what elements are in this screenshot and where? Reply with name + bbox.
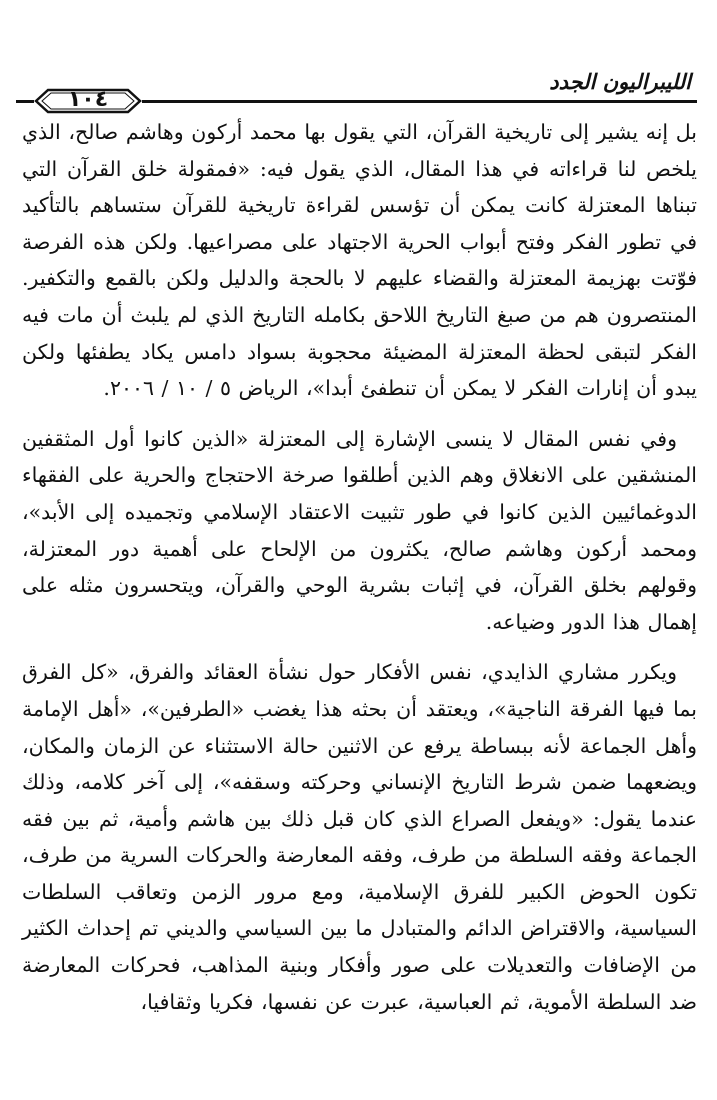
body-text xyxy=(22,114,697,1034)
paragraph: وفي نفس المقال لا ينسى الإشارة إلى المعتزلة «الذين كانوا أول المثقفين المنشقين على الانغلاق وهم الذين أطلقوا صرخة الاحتجاج والحرية على الفقهاء الدوغمائيين الذين كانوا في طور تثبيت الاعتقاد الإسلامي وتجميده إلى الأبد»، ومحمد أركون وهاشم صالح، يكثرون من الإلحاح على أهمية دور المعتزلة، وقولهم بخلق القرآن، في إثبات بشرية الوحي والقرآن، ويتحسرون مثله على إهمال هذا الدور وضياعه. xyxy=(22,426,697,634)
page-number-frame xyxy=(34,84,142,118)
paragraph: ويكرر مشاري الذايدي، نفس الأفكار حول نشأة العقائد والفرق، «كل الفرق بما فيها الفرقة الناجية»، ويعتقد أن بحثه هذا يغضب «الطرفين»، «أهل الإمامة وأهل الجماعة لأنه ببساطة يرفع عن الاثنين حالة الاستثناء عن الزمان والمكان، ويضعهما ضمن شرط التاريخ الإنساني وحركته وسقفه»، إلى آخر كلامه، وذلك عندما يقول: «ويفعل الصراع الذي كان قبل ذلك بين هاشم وأمية، ثم بين فقه الجماعة وفقه السلطة من طرف، وفقه المعارضة والحركات السرية من طرف، تكون الحوض الكبير للفرق الإسلامية، ومع مرور الزمن وتعاقب السلطات السياسية، والاقتراض الدائم والمتبادل ما بين السياسي والديني تم إحداث الكثير من الإضافات والتعديلات على صور وأفكار وبنية المذاهب، فحركات المعارضة ضد السلطة الأموية، ثم العباسية، عبرت عن نفسها، فكريا وثقافيا، xyxy=(22,660,697,1014)
running-title: الليبراليون الجدد xyxy=(549,70,691,94)
paragraph: بل إنه يشير إلى تاريخية القرآن، التي يقول بها محمد أركون وهاشم صالح، الذي يلخص لنا قراءاته في هذا المقال، الذي يقول فيه: «فمقولة خلق القرآن التي تبناها المعتزلة كانت يمكن أن تؤسس لقراءة تاريخية للقرآن ستساهم بالتأكيد في تطور الفكر وفتح أبواب الحرية الاجتهاد على مصراعيها. ولكن هذه الفرصة فوّتت بهزيمة المعتزلة والقضاء عليهم لا بالحجة والدليل ولكن بالقمع والتكفير. المنتصرون هم من صبغ التاريخ اللاحق بكامله التاريخ الذي لم يلبث أن مات فيه الفكر لتبقى لحظة المعتزلة المضيئة محجوبة بسواد دامس يكاد يطفئها ولكن يبدو أن إنارات الفكر لا يمكن أن تنطفئ أبدا»، الرياض ٥ / ١٠ / ٢٠٠٦. xyxy=(22,120,697,401)
page-number: ١٠٤ xyxy=(67,87,109,112)
